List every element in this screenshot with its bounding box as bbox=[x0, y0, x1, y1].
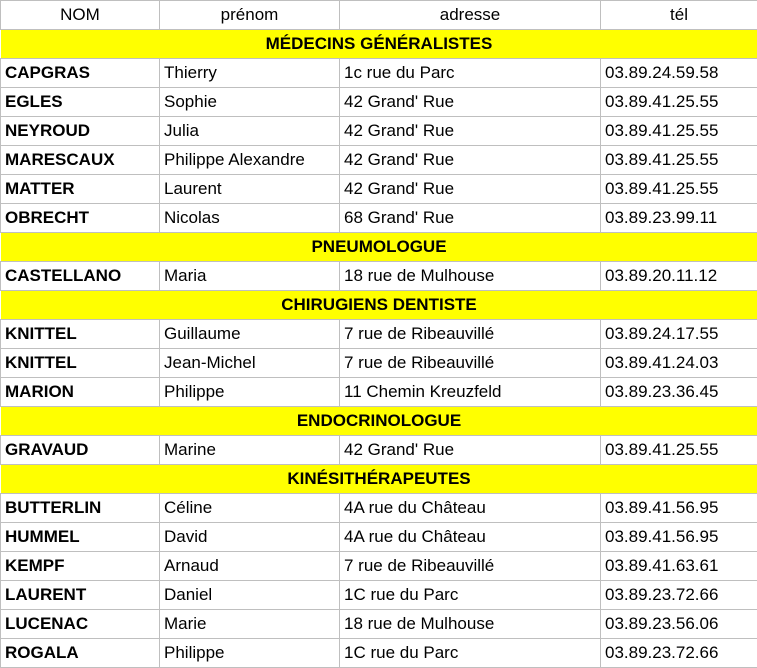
cell-prenom: Daniel bbox=[160, 581, 340, 610]
cell-prenom: Marie bbox=[160, 610, 340, 639]
cell-prenom: Guillaume bbox=[160, 320, 340, 349]
cell-adresse: 1c rue du Parc bbox=[340, 59, 601, 88]
section-title: MÉDECINS GÉNÉRALISTES bbox=[1, 30, 757, 59]
section-row bbox=[1, 407, 757, 436]
header-tel: tél bbox=[601, 1, 757, 30]
table-row bbox=[1, 610, 757, 639]
cell-tel: 03.89.23.72.66 bbox=[601, 639, 757, 668]
table-body bbox=[1, 30, 757, 668]
cell-prenom: Nicolas bbox=[160, 204, 340, 233]
section-row bbox=[1, 291, 757, 320]
table-row bbox=[1, 581, 757, 610]
cell-nom: BUTTERLIN bbox=[1, 494, 160, 523]
table-row bbox=[1, 204, 757, 233]
cell-tel: 03.89.41.56.95 bbox=[601, 494, 757, 523]
cell-adresse: 7 rue de Ribeauvillé bbox=[340, 552, 601, 581]
cell-adresse: 42 Grand' Rue bbox=[340, 88, 601, 117]
cell-nom: LAURENT bbox=[1, 581, 160, 610]
section-title: PNEUMOLOGUE bbox=[1, 233, 757, 262]
cell-prenom: Julia bbox=[160, 117, 340, 146]
cell-tel: 03.89.24.59.58 bbox=[601, 59, 757, 88]
cell-nom: KNITTEL bbox=[1, 320, 160, 349]
cell-tel: 03.89.41.63.61 bbox=[601, 552, 757, 581]
cell-tel: 03.89.24.17.55 bbox=[601, 320, 757, 349]
table-row bbox=[1, 59, 757, 88]
cell-nom: MARESCAUX bbox=[1, 146, 160, 175]
cell-prenom: Philippe Alexandre bbox=[160, 146, 340, 175]
cell-nom: MARION bbox=[1, 378, 160, 407]
cell-adresse: 18 rue de Mulhouse bbox=[340, 262, 601, 291]
cell-prenom: Thierry bbox=[160, 59, 340, 88]
cell-prenom: Laurent bbox=[160, 175, 340, 204]
cell-prenom: Maria bbox=[160, 262, 340, 291]
cell-prenom: Arnaud bbox=[160, 552, 340, 581]
cell-adresse: 42 Grand' Rue bbox=[340, 436, 601, 465]
cell-prenom: Philippe bbox=[160, 639, 340, 668]
cell-adresse: 4A rue du Château bbox=[340, 523, 601, 552]
cell-nom: EGLES bbox=[1, 88, 160, 117]
cell-nom: HUMMEL bbox=[1, 523, 160, 552]
header-row bbox=[1, 1, 757, 30]
cell-prenom: Céline bbox=[160, 494, 340, 523]
table-row bbox=[1, 117, 757, 146]
cell-tel: 03.89.23.56.06 bbox=[601, 610, 757, 639]
table-header bbox=[1, 1, 757, 30]
table-row bbox=[1, 146, 757, 175]
table-row bbox=[1, 175, 757, 204]
cell-tel: 03.89.23.72.66 bbox=[601, 581, 757, 610]
cell-adresse: 42 Grand' Rue bbox=[340, 117, 601, 146]
cell-nom: CASTELLANO bbox=[1, 262, 160, 291]
cell-tel: 03.89.41.25.55 bbox=[601, 88, 757, 117]
cell-tel: 03.89.41.25.55 bbox=[601, 117, 757, 146]
section-title: ENDOCRINOLOGUE bbox=[1, 407, 757, 436]
cell-nom: NEYROUD bbox=[1, 117, 160, 146]
cell-tel: 03.89.20.11.12 bbox=[601, 262, 757, 291]
section-title: CHIRUGIENS DENTISTE bbox=[1, 291, 757, 320]
cell-adresse: 1C rue du Parc bbox=[340, 581, 601, 610]
cell-nom: GRAVAUD bbox=[1, 436, 160, 465]
section-row bbox=[1, 30, 757, 59]
cell-nom: KEMPF bbox=[1, 552, 160, 581]
section-title: KINÉSITHÉRAPEUTES bbox=[1, 465, 757, 494]
table-row bbox=[1, 552, 757, 581]
section-row bbox=[1, 233, 757, 262]
cell-tel: 03.89.41.25.55 bbox=[601, 146, 757, 175]
cell-adresse: 18 rue de Mulhouse bbox=[340, 610, 601, 639]
table-row bbox=[1, 523, 757, 552]
cell-adresse: 7 rue de Ribeauvillé bbox=[340, 349, 601, 378]
cell-prenom: David bbox=[160, 523, 340, 552]
cell-nom: MATTER bbox=[1, 175, 160, 204]
cell-prenom: Marine bbox=[160, 436, 340, 465]
cell-tel: 03.89.41.25.55 bbox=[601, 436, 757, 465]
cell-prenom: Jean-Michel bbox=[160, 349, 340, 378]
cell-prenom: Philippe bbox=[160, 378, 340, 407]
cell-tel: 03.89.41.56.95 bbox=[601, 523, 757, 552]
section-row bbox=[1, 465, 757, 494]
cell-tel: 03.89.23.36.45 bbox=[601, 378, 757, 407]
table-row bbox=[1, 436, 757, 465]
header-prenom: prénom bbox=[160, 1, 340, 30]
cell-adresse: 42 Grand' Rue bbox=[340, 146, 601, 175]
cell-adresse: 4A rue du Château bbox=[340, 494, 601, 523]
cell-nom: ROGALA bbox=[1, 639, 160, 668]
cell-adresse: 68 Grand' Rue bbox=[340, 204, 601, 233]
cell-prenom: Sophie bbox=[160, 88, 340, 117]
cell-tel: 03.89.41.25.55 bbox=[601, 175, 757, 204]
cell-nom: OBRECHT bbox=[1, 204, 160, 233]
cell-nom: CAPGRAS bbox=[1, 59, 160, 88]
table-row bbox=[1, 378, 757, 407]
header-nom: NOM bbox=[1, 1, 160, 30]
cell-tel: 03.89.41.24.03 bbox=[601, 349, 757, 378]
table-row bbox=[1, 88, 757, 117]
header-adresse: adresse bbox=[340, 1, 601, 30]
table-row bbox=[1, 320, 757, 349]
cell-adresse: 7 rue de Ribeauvillé bbox=[340, 320, 601, 349]
table-row bbox=[1, 262, 757, 291]
table-row bbox=[1, 349, 757, 378]
cell-tel: 03.89.23.99.11 bbox=[601, 204, 757, 233]
cell-adresse: 11 Chemin Kreuzfeld bbox=[340, 378, 601, 407]
cell-nom: KNITTEL bbox=[1, 349, 160, 378]
table-row bbox=[1, 494, 757, 523]
table-row bbox=[1, 639, 757, 668]
cell-adresse: 42 Grand' Rue bbox=[340, 175, 601, 204]
cell-adresse: 1C rue du Parc bbox=[340, 639, 601, 668]
cell-nom: LUCENAC bbox=[1, 610, 160, 639]
